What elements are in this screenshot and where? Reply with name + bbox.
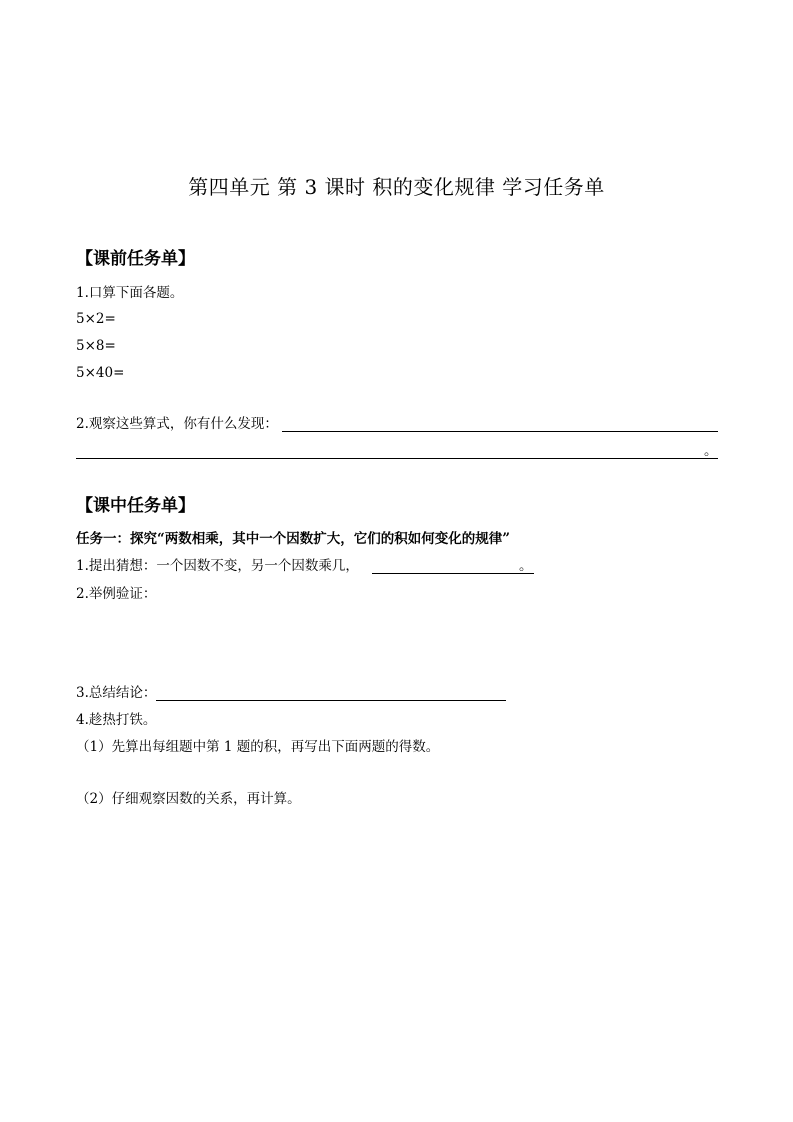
page-title: 第四单元 第 3 课时 积的变化规律 学习任务单 (188, 175, 605, 199)
calc-item-2: 5×8= (76, 338, 116, 354)
task-one: 任务一：探究“两数相乘，其中一个因数扩大，它们的积如何变化的规律” (76, 531, 511, 547)
sub-question-1: （1）先算出每组题中第 1 题的积，再写出下面两题的得数。 (76, 739, 440, 755)
answer-line-q2a (282, 431, 718, 432)
step-1: 1.提出猜想：一个因数不变，另一个因数乘几， (76, 558, 359, 574)
sub-question-2: （2）仔细观察因数的关系，再计算。 (76, 791, 301, 807)
in-class-heading: 【课中任务单】 (76, 496, 195, 516)
answer-line-q2b (76, 458, 718, 459)
step-1-period: 。 (519, 558, 533, 574)
step-2: 2.举例验证： (76, 586, 157, 602)
answer-line-step1 (372, 573, 534, 574)
pre-class-heading: 【课前任务单】 (76, 249, 195, 269)
pre-q2-period: 。 (704, 443, 718, 459)
calc-item-3: 5×40= (76, 365, 125, 381)
answer-line-step3 (156, 700, 506, 701)
pre-q2: 2.观察这些算式，你有什么发现： (76, 416, 278, 432)
pre-q1: 1.口算下面各题。 (76, 285, 184, 301)
calc-item-1: 5×2= (76, 311, 116, 327)
step-4: 4.趁热打铁。 (76, 712, 157, 728)
step-3: 3.总结结论： (76, 685, 157, 701)
